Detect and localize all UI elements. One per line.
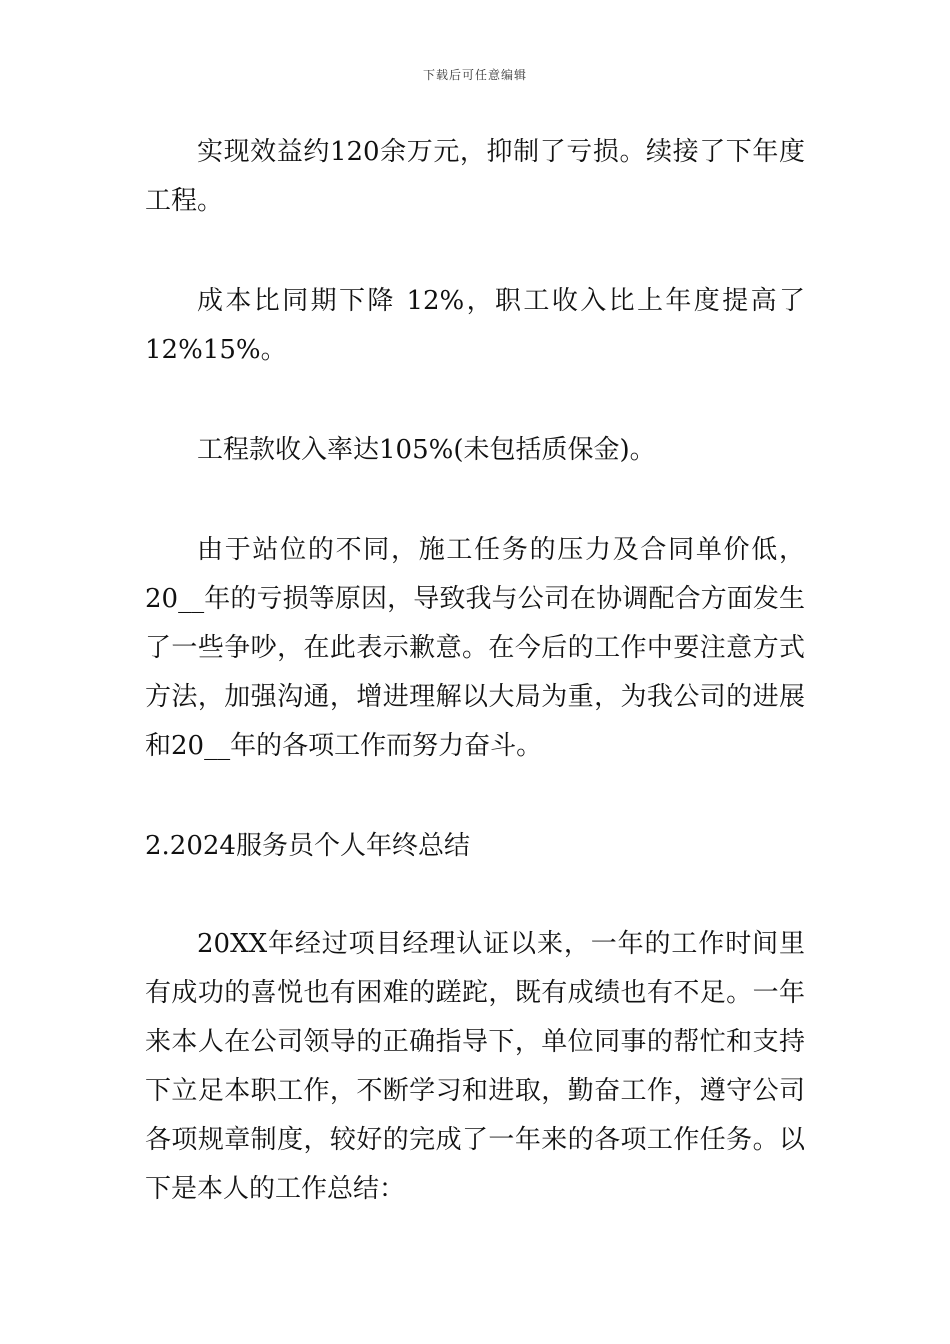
page-header: 下载后可任意编辑 [422, 68, 527, 82]
paragraph-cost: 成本比同期下降 12%，职工收入比上年度提高了12%15%。 [145, 286, 805, 365]
paragraph-benefit: 实现效益约120余万元，抑制了亏损。续接了下年度工程。 [145, 137, 805, 216]
paragraph-summary-intro: 20XX年经过项目经理认证以来，一年的工作时间里有成功的喜悦也有困难的蹉跎，既有成绩也有不足。一年来本人在公司领导的正确指导下，单位同事的帮忙和支持下立足本职工作，不断学习和进取，勤奋工作，遵守公司各项规章制度，较好的完成了一年来的各项工作任务。以下是本人的工作总结： [145, 929, 805, 1204]
paragraph-payment-rate: 工程款收入率达105%(未包括质保金)。 [197, 435, 656, 465]
section-heading: 2.2024服务员个人年终总结 [145, 831, 470, 861]
paragraph-apology: 由于站位的不同，施工任务的压力及合同单价低，20__年的亏损等原因，导致我与公司在协调配合方面发生了一些争吵，在此表示歉意。在今后的工作中要注意方式方法，加强沟通，增进理解以大局为重，为我公司的进展和20__年的各项工作而努力奋斗。 [145, 535, 805, 761]
